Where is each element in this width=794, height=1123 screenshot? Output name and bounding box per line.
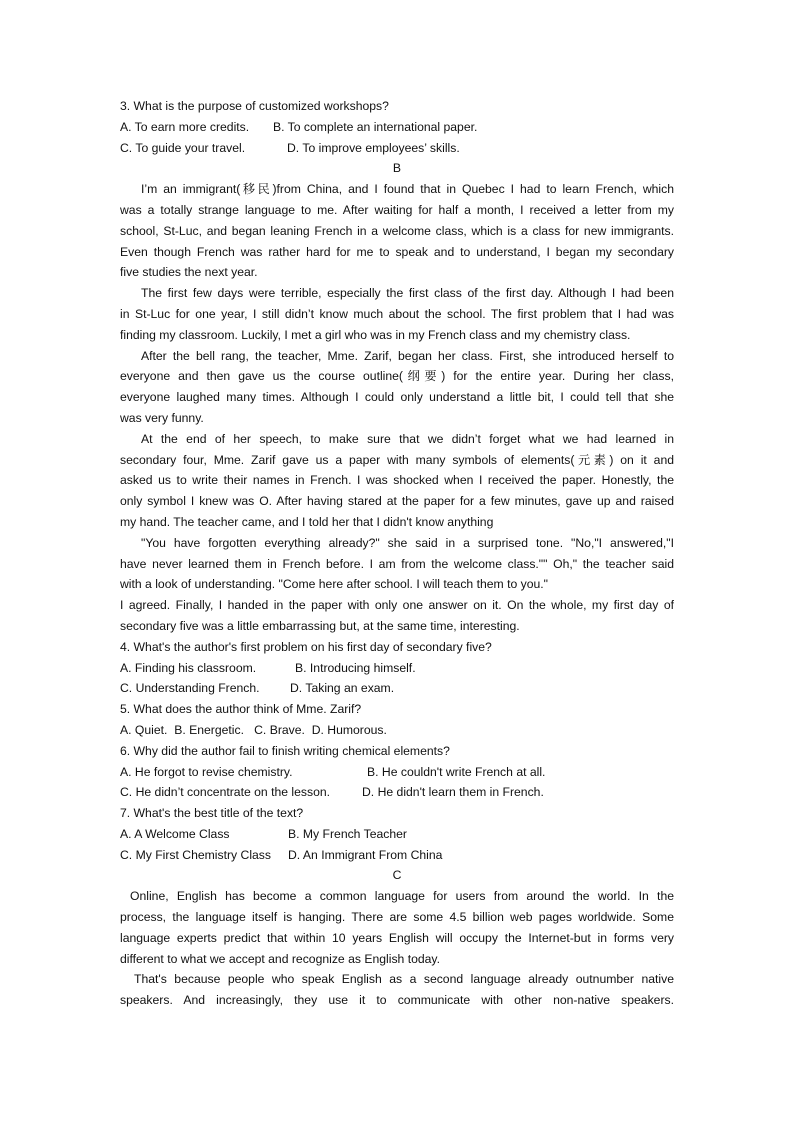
q6-option-a: A. He forgot to revise chemistry. bbox=[120, 764, 293, 779]
q6-option-d: D. He didn't learn them in French. bbox=[362, 785, 544, 800]
q4-option-a: A. Finding his classroom. bbox=[120, 660, 257, 675]
passage-b-line-1: I’m an immigrant(移民)from China, and I found that in Quebec I had to learn French, which bbox=[141, 182, 674, 197]
passage-c-line-2: process, the language itself is hanging. There are some 4.5 billion web pages worldwide. Some bbox=[120, 910, 674, 925]
passage-c-line-3: language experts predict that within 10 years English will occupy the Internet-but in forms very bbox=[120, 930, 674, 945]
question-4-options-row-2 bbox=[120, 678, 674, 699]
passage-b-line-22: secondary five was a little embarrassing but, at the same time, interesting. bbox=[120, 618, 520, 633]
question-6-options-row-2 bbox=[120, 782, 674, 803]
q3-option-a: A. To earn more credits. bbox=[120, 119, 250, 134]
question-3-options-row-1 bbox=[120, 117, 674, 138]
passage-b-line-16: only symbol I knew was O. After having stared at the paper for a few minutes, gave up and raised bbox=[120, 494, 674, 509]
q7-option-c: C. My First Chemistry Class bbox=[120, 847, 271, 862]
question-6-options-row-1 bbox=[120, 762, 674, 783]
q6-option-c: C. He didn’t concentrate on the lesson. bbox=[120, 785, 331, 800]
passage-b-line-3: school, St-Luc, and began leaning French in a welcome class, which is a class for new immigrants. bbox=[120, 223, 674, 238]
question-5: 5. What does the author think of Mme. Zarif? bbox=[120, 702, 362, 717]
passage-b-line-9: After the bell rang, the teacher, Mme. Zarif, began her class. First, she introduced herself to bbox=[141, 348, 674, 363]
section-b-heading: B bbox=[392, 161, 402, 176]
question-4: 4. What's the author's first problem on his first day of secondary five? bbox=[120, 639, 492, 654]
question-6: 6. Why did the author fail to finish writing chemical elements? bbox=[120, 743, 450, 758]
question-7-options-row-2 bbox=[120, 845, 674, 866]
passage-c-line-1: Online, English has become a common language for users from around the world. In the bbox=[130, 889, 674, 904]
question-7-options-row-1 bbox=[120, 824, 674, 845]
passage-b-line-14: secondary four, Mme. Zarif gave us a paper with many symbols of elements(元素) on it and bbox=[120, 452, 674, 467]
passage-b-line-17: my hand. The teacher came, and I told her that I didn't know anything bbox=[120, 514, 494, 529]
passage-b-line-11: everyone laughed many times. Although I could only understand a little bit, I could tell that she bbox=[120, 390, 674, 405]
passage-b-line-15: asked us to write their names in French. I was shocked when I received the paper. Honestly, the bbox=[120, 473, 674, 488]
q7-option-d: D. An Immigrant From China bbox=[288, 847, 443, 862]
question-7: 7. What's the best title of the text? bbox=[120, 806, 304, 821]
passage-c-line-4: different to what we accept and recognize as English today. bbox=[120, 951, 441, 966]
question-5-options: A. Quiet. B. Energetic. C. Brave. D. Humorous. bbox=[120, 722, 387, 737]
passage-b-line-2: was a totally strange language to me. After waiting for half a month, I received a letter from my bbox=[120, 202, 674, 217]
passage-c-line-5: That's because people who speak English as a second language already outnumber native bbox=[134, 972, 674, 987]
q7-option-b: B. My French Teacher bbox=[288, 826, 407, 841]
passage-b-line-10: everyone and then gave us the course outline(纲要) for the entire year. During her class, bbox=[120, 369, 674, 384]
passage-b-line-4: Even though French was rather hard for me to speak and to understand, I began my secondary bbox=[120, 244, 674, 259]
q6-option-b: B. He couldn't write French at all. bbox=[367, 764, 546, 779]
passage-b-line-21: I agreed. Finally, I handed in the paper with only one answer on it. On the whole, my first day of bbox=[120, 598, 674, 613]
passage-b-line-20: with a look of understanding. "Come here after school. I will teach them to you." bbox=[120, 577, 548, 592]
question-3-options-row-2 bbox=[120, 138, 674, 159]
passage-b-line-7: in St-Luc for one year, I still didn’t know much about the school. The first problem that I had was bbox=[120, 306, 674, 321]
passage-b-line-18: "You have forgotten everything already?" she said in a surprised tone. "No,"I answered,"I bbox=[141, 535, 674, 550]
question-4-options-row-1 bbox=[120, 658, 674, 679]
section-c-heading: C bbox=[392, 868, 402, 883]
q3-option-c: C. To guide your travel. bbox=[120, 140, 246, 155]
q4-option-d: D. Taking an exam. bbox=[290, 681, 395, 696]
passage-b-line-12: was very funny. bbox=[120, 410, 204, 425]
q7-option-a: A. A Welcome Class bbox=[120, 826, 230, 841]
document-page bbox=[120, 96, 674, 1011]
q3-option-d: D. To improve employees’ skills. bbox=[287, 140, 460, 155]
passage-b-line-13: At the end of her speech, to make sure that we didn’t forget what we had learned in bbox=[141, 431, 674, 446]
question-3: 3. What is the purpose of customized workshops? bbox=[120, 99, 389, 113]
passage-b-line-19: have never learned them in French before. I am from the welcome class."" Oh," the teacher said bbox=[120, 556, 674, 571]
passage-b-line-5: five studies the next year. bbox=[120, 265, 258, 280]
q3-option-b: B. To complete an international paper. bbox=[273, 119, 478, 134]
passage-b-line-8: finding my classroom. Luckily, I met a girl who was in my French class and my chemistry class. bbox=[120, 327, 631, 342]
q4-option-c: C. Understanding French. bbox=[120, 681, 260, 696]
passage-c-line-6: speakers. And increasingly, they use it to communicate with other non-native speakers. bbox=[120, 993, 674, 1008]
q4-option-b: B. Introducing himself. bbox=[295, 660, 416, 675]
passage-b-line-6: The first few days were terrible, especially the first class of the first day. Although I had been bbox=[141, 286, 674, 301]
